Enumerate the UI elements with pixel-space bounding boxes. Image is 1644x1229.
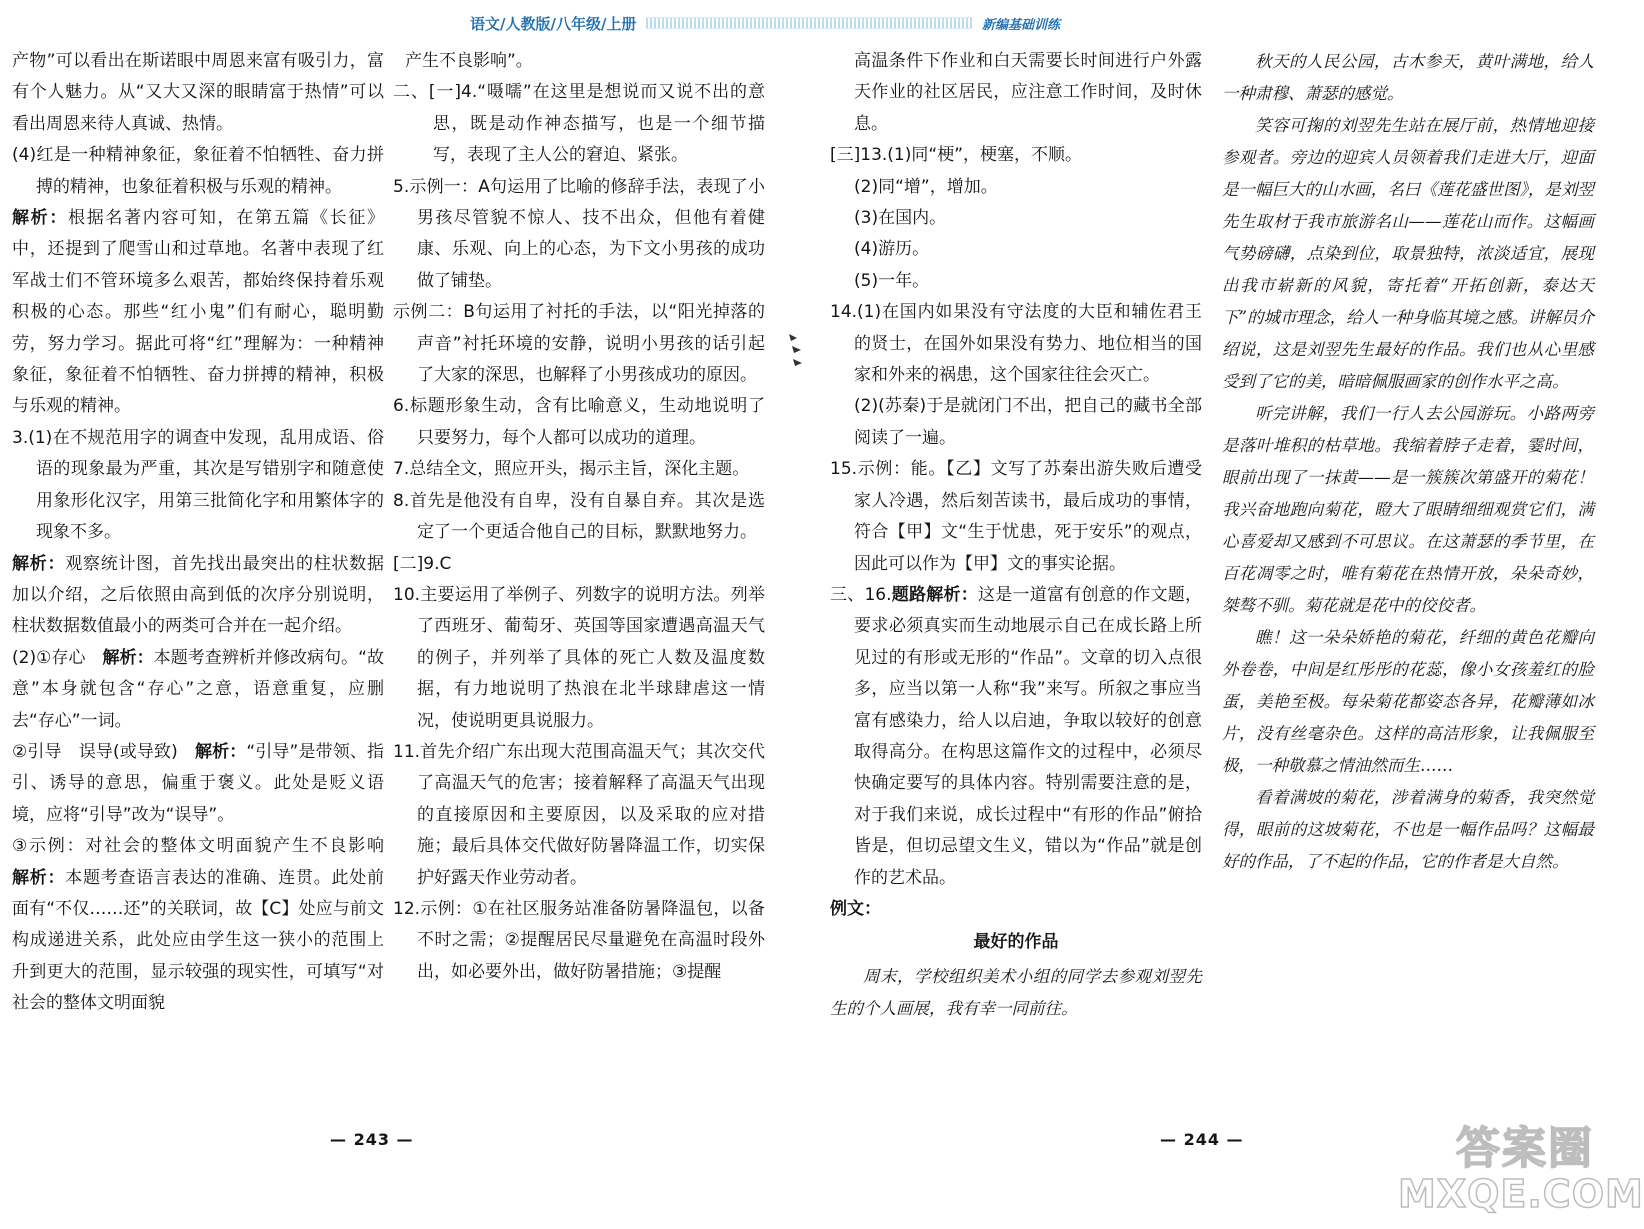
answer-item: 7.总结全文，照应开头，揭示主旨，深化主题。 <box>393 459 750 480</box>
analysis-label: 题路解析： <box>891 584 979 605</box>
essay-paragraph: 笑容可掬的刘翌先生站在展厅前，热情地迎接参观者。旁边的迎宾人员领着我们走进大厅，迎面是一幅巨大的山水画，名曰《莲花盛世图》，是刘翌先生取材于我市旅游名山——莲花山而作。这幅画气势磅礴，点染到位，取景独特，浓淡适宜，展现出我市崭新的风貌，寄托着“开拓创新，泰达天下”的城市理念，给人一种身临其境之感。讲解员介绍说，这是刘翌先生最好的作品。我们也从心里感受到了它的美，暗暗佩服画家的创作水平之高。 <box>1222 116 1594 391</box>
example-label: 例文： <box>830 898 881 919</box>
answer-item: [三]13.(1)同“梗”，梗塞，不顺。 <box>830 145 1082 166</box>
binding-marks-icon <box>787 330 805 370</box>
essay-title: 最好的作品 <box>973 932 1059 953</box>
analysis-text: “引导”是带领、指引、诱导的意思，偏重于褒义。此处是贬义语境，应将“引导”改为“误导”。 <box>12 741 384 825</box>
answer-text: ③示例：对社会的整体文明面貌产生不良影响 <box>12 836 401 857</box>
essay-paragraph: 秋天的人民公园，古木参天，黄叶满地，给人一种肃穆、萧瑟的感觉。 <box>1222 52 1594 103</box>
paragraph: 产生不良影响”。 <box>405 51 533 71</box>
answer-item: 3.(1)在不规范用字的调查中发现，乱用成语、俗语的现象最为严重，其次是写错别字和随意使用象形化汉字，用第三批简化字和用繁体字的现象不多。 <box>12 427 384 543</box>
answer-item: (4)红是一种精神象征，象征着不怕牺牲、奋力拼搏的精神，也象征着积极与乐观的精神。 <box>12 145 384 197</box>
header-subject: 语文/人教版/八年级/上册 <box>470 14 637 33</box>
page-number-left: — 243 — <box>330 1130 414 1149</box>
answer-item <box>12 643 384 737</box>
analysis-label: 解析： <box>12 553 66 574</box>
right-page-column-1 <box>830 46 1202 1025</box>
watermark-en-text: MXQE.COM <box>1398 1172 1644 1216</box>
analysis-text: 本题考查语言表达的准确、连贯。此处前面有“不仅……还”的关联词，故【C】处应与前文构成递进关系，此处应由学生这一狭小的范围上升到更大的范围，显示较强的现实性，可填写“对社会的整体文明面貌 <box>12 867 384 1014</box>
answer-item: 5.示例一：A句运用了比喻的修辞手法，表现了小男孩尽管貌不惊人、技不出众，但他有着健康、乐观、向上的心态，为下文小男孩的成功做了铺垫。 <box>393 176 765 291</box>
analysis-text: 根据名著内容可知，在第五篇《长征》中，还提到了爬雪山和过草地。名著中表现了红军战士们不管环境多么艰苦，都始终保持着乐观积极的心态。那些“红小鬼”们有耐心，聪明勤劳，努力学习。据此可将“红”理解为：一种精神象征，象征着不怕牺牲、奋力拼搏的精神，积极与乐观的精神。 <box>12 208 385 417</box>
essay-paragraph: 周末，学校组织美术小组的同学去参观刘翌先生的个人画展，我有幸一同前往。 <box>830 966 1202 1018</box>
answer-item: 示例二：B句运用了衬托的手法，以“阳光掉落的声音”衬托环境的安静，说明小男孩的话引起了大家的深思，也解释了小男孩成功的原因。 <box>393 302 765 386</box>
analysis-text: 观察统计图，首先找出最突出的柱状数据加以介绍，之后依照由高到低的次序分别说明，柱状数据数值最小的两类可合并在一起介绍。 <box>12 553 384 637</box>
paragraph: 产物”可以看出在斯诺眼中周恩来富有吸引力，富有个人魅力。从“又大又深的眼睛富于热情”可以看出周恩来待人真诚、热情。 <box>12 51 384 134</box>
answer-item: 15.示例：能。【乙】文写了苏秦出游失败后遭受家人冷遇，然后刻苦读书，最后成功的事情，符合【甲】文“生于忧患，死于安乐”的观点，因此可以作为【甲】文的事实论据。 <box>830 459 1202 574</box>
running-header <box>470 10 1060 36</box>
answer-number: 三、16. <box>830 584 892 605</box>
analysis-paragraph <box>12 203 384 423</box>
header-series-title: 新编基础训练 <box>981 17 1060 33</box>
answer-item: 12.示例：①在社区服务站准备防暑降温包，以备不时之需；②提醒居民尽量避免在高温时段外出，如必要外出，做好防暑措施；③提醒 <box>393 898 765 982</box>
right-page-column-2 <box>1222 46 1594 878</box>
paragraph: 高温条件下作业和白天需要长时间进行户外露天作业的社区居民，应注意工作时间，及时休息。 <box>854 51 1202 134</box>
watermark-logo <box>1398 1112 1644 1222</box>
answer-item: 8.首先是他没有自卑，没有自暴自弃。其次是选定了一个更适合他自己的目标，默默地努力。 <box>393 490 765 543</box>
essay-body <box>830 961 1202 1025</box>
answer-text: ②引导 误导(或导致) <box>12 741 195 762</box>
answer-text: (2)①存心 <box>12 647 103 668</box>
left-page-column-1 <box>12 46 401 1020</box>
answer-item: (4)游历。 <box>854 239 930 260</box>
answer-item: (5)一年。 <box>854 270 930 291</box>
header-decorative-bar <box>646 17 972 29</box>
answer-item: [二]9.C <box>393 553 452 574</box>
left-page-column-2 <box>393 46 765 988</box>
answer-item: 14.(1)在国内如果没有守法度的大臣和辅佐君王的贤士，在国外如果没有势力、地位相当的国家和外来的祸患，这个国家往往会灭亡。 <box>830 302 1202 386</box>
analysis-label: 解析： <box>12 867 66 888</box>
analysis-label: 解析： <box>12 208 69 229</box>
answer-item: 11.首先介绍广东出现大范围高温天气；其次交代了高温天气的危害；接着解释了高温天气出现的直接原因和主要原因，以及采取的应对措施；最后具体交代做好防暑降温工作，切实保护好露天作业劳动者。 <box>393 741 765 888</box>
essay-paragraph: 瞧！这一朵朵娇艳的菊花，纤细的黄色花瓣向外卷卷，中间是红彤彤的花蕊，像小女孩羞红的脸蛋，美艳至极。每朵菊花都姿态各异，花瓣薄如冰片，没有丝毫杂色。这样的高洁形象，让我佩服至极，一种敬慕之情油然而生…… <box>1222 628 1594 775</box>
analysis-label: 解析： <box>102 647 154 668</box>
answer-item <box>12 737 384 831</box>
analysis-text: 本题考查辨析并修改病句。“故意”本身就包含“存心”之意，语意重复，应删去“存心”一词。 <box>12 647 384 731</box>
answer-item: 10.主要运用了举例子、列数字的说明方法。列举了西班牙、葡萄牙、英国等国家遭遇高温天气的例子，并列举了具体的死亡人数及温度数据，有力地说明了热浪在北半球肆虐这一情况，使说明更具说服力。 <box>393 584 765 731</box>
answer-item: (2)(苏秦)于是就闭门不出，把自己的藏书全部阅读了一遍。 <box>854 396 1202 448</box>
page-number-right: — 244 — <box>1160 1130 1244 1149</box>
analysis-paragraph <box>12 549 384 643</box>
answer-item: 6.标题形象生动，含有比喻意义，生动地说明了只要努力，每个人都可以成功的道理。 <box>393 396 765 448</box>
watermark-cn-text: 答案圈 <box>1456 1123 1594 1174</box>
answer-item <box>830 580 1202 894</box>
answer-item: (3)在国内。 <box>854 208 947 229</box>
essay-paragraph: 听完讲解，我们一行人去公园游玩。小路两旁是落叶堆积的枯草地。我缩着脖子走着，霎时间，眼前出现了一抹黄——是一簇簇次第盛开的菊花！我兴奋地跑向菊花，瞪大了眼睛细细观赏它们，满心喜爱却又感到不可思议。在这萧瑟的季节里，在百花凋零之时，唯有菊花在热情开放，朵朵奇妙，桀骜不驯。菊花就是花中的佼佼者。 <box>1222 404 1594 615</box>
answer-item <box>12 831 401 1019</box>
analysis-label: 解析： <box>195 741 247 762</box>
essay-paragraph: 看着满坡的菊花，涉着满身的菊香，我突然觉得，眼前的这坡菊花，不也是一幅作品吗？这幅最好的作品，了不起的作品，它的作者是大自然。 <box>1222 788 1594 871</box>
answer-item: 二、[一]4.“嗫嚅”在这里是想说而又说不出的意思，既是动作神态描写，也是一个细节描写，表现了主人公的窘迫、紧张。 <box>393 82 765 166</box>
analysis-text: 这是一道富有创意的作文题，要求必须真实而生动地展示自己在成长路上所见过的有形或无形的“作品”。文章的切入点很多，应当以第一人称“我”来写。所叙之事应当富有感染力，给人以启迪，争取以较好的创意取得高分。在构思这篇作文的过程中，必须尽快确定要写的具体内容。特别需要注意的是，对于我们来说，成长过程中“有形的作品”俯拾皆是，但切忌望文生义，错以为“作品”就是创作的艺术品。 <box>854 584 1203 888</box>
answer-item: (2)同“增”，增加。 <box>854 176 998 197</box>
